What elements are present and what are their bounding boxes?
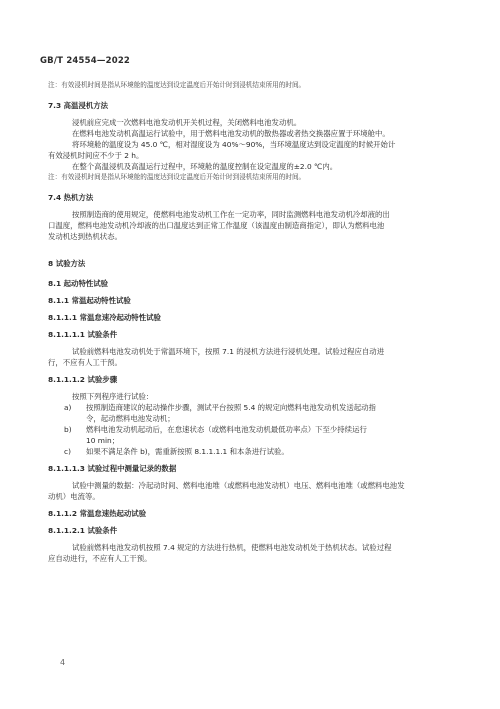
list-text-cont: 10 min； bbox=[86, 436, 120, 445]
paragraph-line: 浸机前应完成一次燃料电池发动机开关机过程，关闭燃料电池发动机。 bbox=[72, 118, 302, 127]
list-item bbox=[48, 446, 458, 457]
paragraph-line: 在燃料电池发动机高温运行试验中，用于燃料电池发动机的散热器或者热交换器应置于环境舱中。 bbox=[72, 129, 390, 138]
note: 注：有效浸机时间是指从环境舱的温度达到设定温度后开始计时到浸机结束所用的时间。 bbox=[48, 173, 306, 181]
paragraph-line: 按照下列程序进行试验： bbox=[72, 392, 154, 401]
paragraph-line: 行，不应有人工干预。 bbox=[48, 358, 122, 367]
list-label: c) bbox=[64, 447, 71, 456]
section-heading: 8.1.1.1 常温怠速冷起动特性试验 bbox=[48, 313, 161, 322]
section-heading: 8.1.1.2.1 试验条件 bbox=[48, 526, 118, 535]
list-text: 按照制造商建议的起动操作步骤，测试平台按照 5.4 的规定向燃料电池发动机发送起动指 bbox=[86, 403, 376, 412]
section-heading: 8 试验方法 bbox=[48, 259, 86, 268]
paragraph-line: 发动机达到热机状态。 bbox=[48, 232, 122, 241]
section-heading: 8.1.1.1.2 试验步骤 bbox=[48, 375, 118, 384]
paragraph-line: 应自动进行，不应有人工干预。 bbox=[48, 554, 152, 563]
section-heading: 8.1 起动特性试验 bbox=[48, 279, 109, 288]
paragraph-line: 将环境舱的温度设为 45.0 ℃，相对湿度设为 40%～90%，当环境温度达到设定温度的时候开始计 bbox=[72, 140, 396, 149]
section-heading: 7.4 热机方法 bbox=[48, 193, 94, 202]
list-text: 燃料电池发动机起动后，在怠速状态（或燃料电池发动机最低功率点）下至少持续运行 bbox=[86, 425, 367, 434]
paragraph-line: 试验前燃料电池发动机按照 7.4 规定的方法进行热机，使燃料电池发动机处于热机状态。试验过程 bbox=[72, 543, 392, 552]
section-heading: 8.1.1 常温起动特性试验 bbox=[48, 296, 131, 305]
paragraph-line: 有效浸机时间应不少于 2 h。 bbox=[48, 151, 144, 160]
document-body bbox=[48, 80, 458, 564]
section-heading: 7.3 高温浸机方法 bbox=[48, 101, 109, 110]
paragraph-line: 试验前燃料电池发动机处于常温环境下，按照 7.1 的浸机方法进行浸机处理。试验过程应自动进 bbox=[72, 347, 385, 356]
note: 注：有效浸机时间是指从环境舱的温度达到设定温度后开始计时到浸机结束所用的时间。 bbox=[48, 81, 306, 89]
section-heading: 8.1.1.1.1 试验条件 bbox=[48, 330, 118, 339]
paragraph-line: 动机）电流等。 bbox=[48, 492, 100, 501]
paragraph-line: 试验中测量的数据：冷起动时间、燃料电池堆（或燃料电池发动机）电压、燃料电池堆（或燃料电池发 bbox=[72, 481, 405, 490]
list-text: 如果不满足条件 b)，需重新按照 8.1.1.1.1 和本条进行试验。 bbox=[86, 447, 289, 456]
standard-code: GB/T 24554—2022 bbox=[40, 56, 131, 66]
paragraph-line: 口温度，燃料电池发动机冷却液的出口温度达到正常工作温度（该温度由制造商指定），即认为燃料电池 bbox=[48, 221, 385, 230]
section-heading: 8.1.1.1.3 试验过程中测量记录的数据 bbox=[48, 464, 177, 473]
list-label: b) bbox=[64, 425, 72, 434]
list-item bbox=[48, 424, 458, 435]
page-number: 4 bbox=[60, 658, 66, 667]
paragraph-line: 在整个高温浸机及高温运行过程中，环境舱的温度控制在设定温度的±2.0 ℃内。 bbox=[72, 162, 338, 171]
list-label: a) bbox=[64, 403, 72, 412]
list-text-cont: 令，起动燃料电池发动机； bbox=[86, 414, 175, 423]
section-heading: 8.1.1.2 常温怠速热起动试验 bbox=[48, 509, 147, 518]
paragraph-line: 按照制造商的使用规定，使燃料电池发动机工作在一定功率，同时监测燃料电池发动机冷却液的出 bbox=[72, 210, 390, 219]
list-item bbox=[48, 402, 458, 413]
